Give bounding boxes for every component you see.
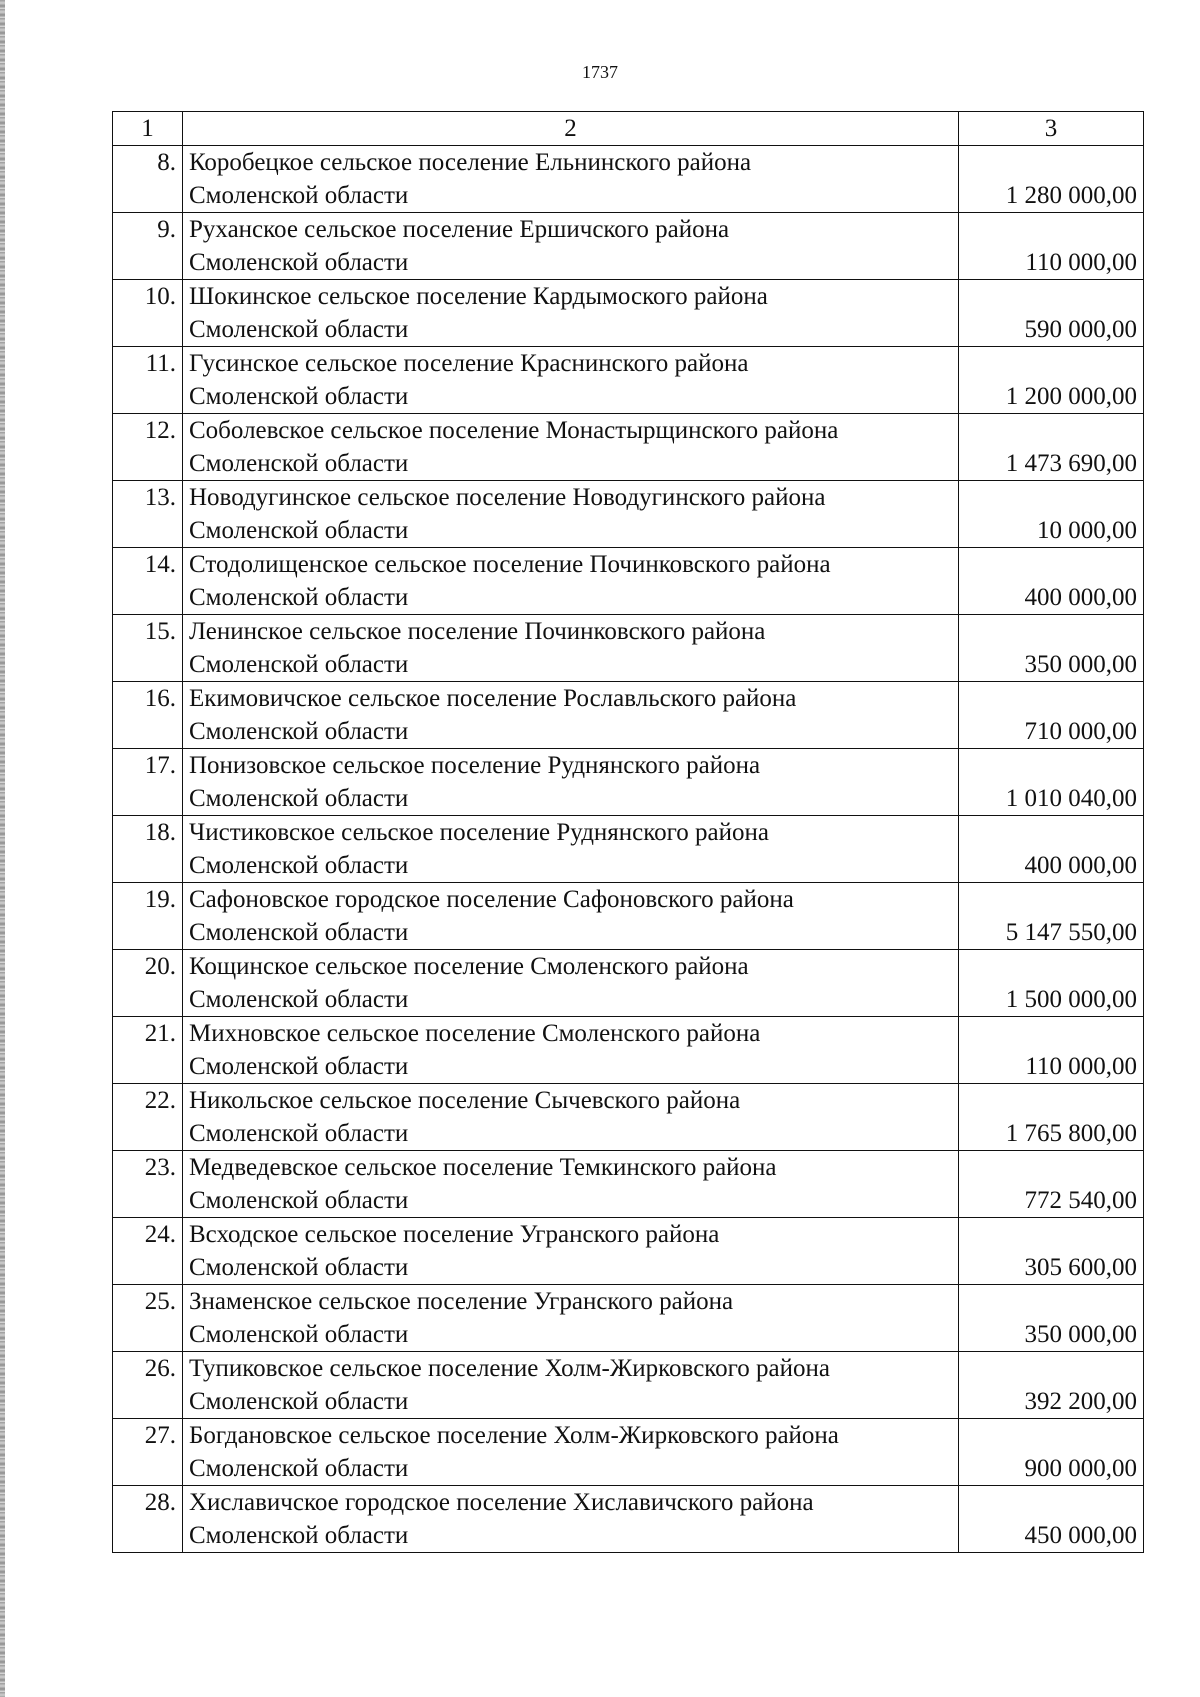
settlement-name — [183, 548, 959, 615]
table-row — [113, 1218, 1144, 1285]
settlement-name — [183, 682, 959, 749]
settlement-name-line-2: Смоленской области — [189, 852, 409, 879]
header-col-1: 1 — [113, 112, 183, 146]
table-row — [113, 816, 1144, 883]
settlement-name-line-2: Смоленской области — [189, 450, 409, 477]
settlement-name-line-1: Михновское сельское поселение Смоленского района — [189, 1020, 761, 1047]
row-number: 24. — [113, 1218, 183, 1285]
header-col-3: 3 — [959, 112, 1144, 146]
row-number: 26. — [113, 1352, 183, 1419]
scan-edge — [0, 0, 5, 1697]
settlement-name-line-1: Кощинское сельское поселение Смоленского района — [189, 953, 749, 980]
page-number: 1737 — [582, 62, 618, 82]
table-row — [113, 1352, 1144, 1419]
settlement-name-line-2: Смоленской области — [189, 1187, 409, 1214]
settlement-name — [183, 749, 959, 816]
amount-cell: 1 280 000,00 — [959, 146, 1144, 213]
row-number: 23. — [113, 1151, 183, 1218]
settlement-name — [183, 1285, 959, 1352]
settlement-name-line-1: Хиславичское городское поселение Хиславичского района — [189, 1489, 814, 1516]
table-row — [113, 1151, 1144, 1218]
settlement-name-line-1: Тупиковское сельское поселение Холм-Жирковского района — [189, 1355, 831, 1382]
settlement-name-line-1: Знаменское сельское поселение Угранского района — [189, 1288, 734, 1315]
settlement-name — [183, 481, 959, 548]
settlement-name-line-1: Стодолищенское сельское поселение Починковского района — [189, 551, 831, 578]
row-number: 27. — [113, 1419, 183, 1486]
table-row — [113, 1419, 1144, 1486]
table-row — [113, 548, 1144, 615]
row-number: 9. — [113, 213, 183, 280]
settlement-name-line-2: Смоленской области — [189, 718, 409, 745]
amount-cell: 350 000,00 — [959, 1285, 1144, 1352]
settlement-name-line-2: Смоленской области — [189, 249, 409, 276]
settlement-name-line-1: Понизовское сельское поселение Руднянского района — [189, 752, 761, 779]
settlement-name — [183, 1419, 959, 1486]
row-number: 25. — [113, 1285, 183, 1352]
amount-cell: 590 000,00 — [959, 280, 1144, 347]
amount-cell: 5 147 550,00 — [959, 883, 1144, 950]
table-row — [113, 749, 1144, 816]
amount-cell: 305 600,00 — [959, 1218, 1144, 1285]
table-row — [113, 883, 1144, 950]
table-row — [113, 280, 1144, 347]
table-row — [113, 347, 1144, 414]
settlement-name — [183, 213, 959, 280]
settlement-name-line-2: Смоленской области — [189, 1522, 409, 1549]
settlement-name-line-2: Смоленской области — [189, 584, 409, 611]
row-number: 8. — [113, 146, 183, 213]
table-row — [113, 146, 1144, 213]
settlement-name-line-2: Смоленской области — [189, 383, 409, 410]
row-number: 11. — [113, 347, 183, 414]
amount-cell: 400 000,00 — [959, 816, 1144, 883]
settlement-name-line-1: Коробецкое сельское поселение Ельнинского района — [189, 149, 752, 176]
table-header-row — [113, 112, 1144, 146]
settlement-name — [183, 414, 959, 481]
row-number: 15. — [113, 615, 183, 682]
amount-cell: 1 473 690,00 — [959, 414, 1144, 481]
settlement-name-line-2: Смоленской области — [189, 651, 409, 678]
amount-cell: 450 000,00 — [959, 1486, 1144, 1553]
settlement-name-line-1: Ленинское сельское поселение Починковского района — [189, 618, 766, 645]
amount-cell: 772 540,00 — [959, 1151, 1144, 1218]
settlement-name — [183, 883, 959, 950]
settlement-name-line-2: Смоленской области — [189, 785, 409, 812]
table-row — [113, 1285, 1144, 1352]
settlement-name-line-2: Смоленской области — [189, 316, 409, 343]
row-number: 19. — [113, 883, 183, 950]
row-number: 18. — [113, 816, 183, 883]
row-number: 17. — [113, 749, 183, 816]
table-row — [113, 213, 1144, 280]
table-row — [113, 615, 1144, 682]
amount-cell: 110 000,00 — [959, 1017, 1144, 1084]
amount-cell: 900 000,00 — [959, 1419, 1144, 1486]
settlement-name-line-2: Смоленской области — [189, 1321, 409, 1348]
settlement-name-line-2: Смоленской области — [189, 517, 409, 544]
settlement-name — [183, 146, 959, 213]
table-row — [113, 1084, 1144, 1151]
settlement-name-line-2: Смоленской области — [189, 1254, 409, 1281]
table-row — [113, 682, 1144, 749]
settlement-name-line-2: Смоленской области — [189, 1388, 409, 1415]
settlement-name-line-1: Соболевское сельское поселение Монастырщинского района — [189, 417, 839, 444]
settlement-name-line-1: Гусинское сельское поселение Краснинского района — [189, 350, 749, 377]
row-number: 22. — [113, 1084, 183, 1151]
table-row — [113, 481, 1144, 548]
settlement-name-line-1: Новодугинское сельское поселение Новодугинского района — [189, 484, 826, 511]
row-number: 13. — [113, 481, 183, 548]
settlement-name — [183, 280, 959, 347]
amount-cell: 1 500 000,00 — [959, 950, 1144, 1017]
row-number: 21. — [113, 1017, 183, 1084]
allocation-table — [112, 111, 1144, 1553]
amount-cell: 1 200 000,00 — [959, 347, 1144, 414]
settlement-name-line-1: Медведевское сельское поселение Темкинского района — [189, 1154, 777, 1181]
amount-cell: 1 010 040,00 — [959, 749, 1144, 816]
settlement-name — [183, 1352, 959, 1419]
amount-cell: 10 000,00 — [959, 481, 1144, 548]
table-row — [113, 1486, 1144, 1553]
settlement-name-line-1: Шокинское сельское поселение Кардымоского района — [189, 283, 768, 310]
settlement-name-line-1: Никольское сельское поселение Сычевского района — [189, 1087, 741, 1114]
row-number: 14. — [113, 548, 183, 615]
row-number: 12. — [113, 414, 183, 481]
settlement-name-line-1: Руханское сельское поселение Ершичского района — [189, 216, 730, 243]
settlement-name-line-1: Чистиковское сельское поселение Руднянского района — [189, 819, 769, 846]
settlement-name-line-2: Смоленской области — [189, 919, 409, 946]
settlement-name-line-1: Всходское сельское поселение Угранского района — [189, 1221, 720, 1248]
settlement-name — [183, 1084, 959, 1151]
settlement-name-line-1: Екимовичское сельское поселение Рославльского района — [189, 685, 797, 712]
row-number: 10. — [113, 280, 183, 347]
amount-cell: 350 000,00 — [959, 615, 1144, 682]
settlement-name — [183, 950, 959, 1017]
settlement-name — [183, 816, 959, 883]
amount-cell: 710 000,00 — [959, 682, 1144, 749]
settlement-name — [183, 1486, 959, 1553]
table-row — [113, 950, 1144, 1017]
settlement-name — [183, 1218, 959, 1285]
header-col-2: 2 — [183, 112, 959, 146]
settlement-name-line-2: Смоленской области — [189, 182, 409, 209]
settlement-name-line-2: Смоленской области — [189, 1455, 409, 1482]
row-number: 28. — [113, 1486, 183, 1553]
settlement-name-line-1: Сафоновское городское поселение Сафоновского района — [189, 886, 794, 913]
amount-cell: 1 765 800,00 — [959, 1084, 1144, 1151]
settlement-name — [183, 347, 959, 414]
row-number: 16. — [113, 682, 183, 749]
settlement-name — [183, 1151, 959, 1218]
settlement-name — [183, 1017, 959, 1084]
settlement-name-line-2: Смоленской области — [189, 1120, 409, 1147]
amount-cell: 400 000,00 — [959, 548, 1144, 615]
table-body — [113, 146, 1144, 1553]
settlement-name-line-2: Смоленской области — [189, 986, 409, 1013]
table-row — [113, 414, 1144, 481]
settlement-name-line-1: Богдановское сельское поселение Холм-Жирковского района — [189, 1422, 839, 1449]
table-row — [113, 1017, 1144, 1084]
row-number: 20. — [113, 950, 183, 1017]
amount-cell: 392 200,00 — [959, 1352, 1144, 1419]
settlement-name — [183, 615, 959, 682]
amount-cell: 110 000,00 — [959, 213, 1144, 280]
settlement-name-line-2: Смоленской области — [189, 1053, 409, 1080]
